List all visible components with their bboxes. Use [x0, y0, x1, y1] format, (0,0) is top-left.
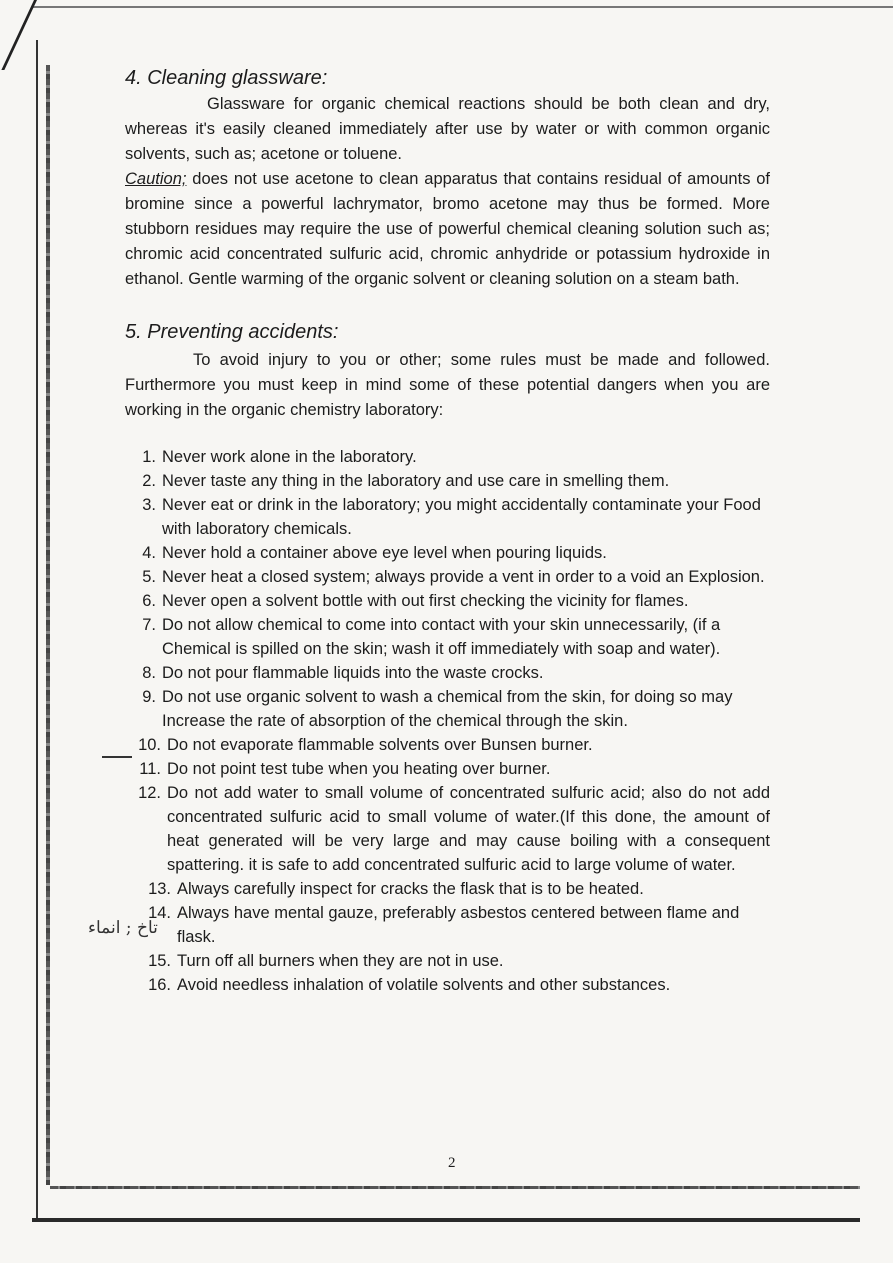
list-item-text: Do not pour flammable liquids into the waste crocks.: [162, 664, 544, 682]
section-4-heading: 4. Cleaning glassware:: [125, 67, 328, 89]
list-item: [135, 781, 770, 877]
list-item: [130, 493, 770, 541]
list-item-text: Always carefully inspect for cracks the flask that is to be heated.: [177, 880, 644, 898]
list-item-number: 4.: [142, 544, 156, 562]
list-item-text: Never work alone in the laboratory.: [162, 448, 417, 466]
list-item-text: Do not point test tube when you heating over burner.: [167, 760, 551, 778]
list-item-text: Never hold a container above eye level when pouring liquids.: [162, 544, 607, 562]
list-item: [130, 685, 770, 733]
list-item-text: Do not add water to small volume of concentrated sulfuric acid; also do not add concentrated sulfuric acid to small volume of water.(If this done, the amount of heat generated will be very large and may cause boiling with a consequent spattering. it is safe to add concentrated sulfuric acid to large volume of water.: [167, 784, 770, 874]
list-item-number: 2.: [142, 472, 156, 490]
list-item: [135, 733, 770, 757]
caution-text: does not use acetone to clean apparatus that contains residual of amounts of bromine since a powerful lachrymator, bromo acetone may thus be formed. More stubborn residues may require the use of powerful chemical cleaning solution such as; chromic acid concentrated sulfuric acid, chromic anhydride or potassium hydroxide in ethanol. Gentle warming of the organic solvent or cleaning solution on a steam bath.: [125, 170, 770, 288]
list-item-number: 11.: [139, 760, 161, 778]
handwritten-margin-note: تاخ ; انماء: [88, 918, 158, 938]
page-left-border: [46, 65, 50, 1185]
list-item-number: 15.: [148, 952, 171, 970]
safety-rules-list: [125, 445, 770, 997]
list-item-number: 7.: [142, 616, 156, 634]
handwritten-margin-dash: [102, 756, 132, 758]
list-item: [130, 613, 770, 661]
list-item-text: Never eat or drink in the laboratory; you might accidentally contaminate your Food with laboratory chemicals.: [162, 496, 761, 538]
list-item-number: 8.: [142, 664, 156, 682]
page-left-edge: [36, 40, 38, 1220]
document-body: [125, 64, 770, 997]
list-item-number: 3.: [142, 496, 156, 514]
list-item-number: 10.: [138, 736, 161, 754]
list-item: [145, 901, 770, 949]
list-item-text: Do not use organic solvent to wash a chemical from the skin, for doing so may Increase the rate of absorption of the chemical through the skin.: [162, 688, 733, 730]
caution-label: Caution;: [125, 170, 187, 188]
list-item: [135, 757, 770, 781]
section-5-heading: 5. Preventing accidents:: [125, 321, 339, 343]
page-bottom-border: [50, 1186, 860, 1189]
page-bottom-edge: [32, 1218, 860, 1222]
list-item-text: Never taste any thing in the laboratory and use care in smelling them.: [162, 472, 670, 490]
page-top-edge: [32, 0, 893, 8]
section-5-intro: To avoid injury to you or other; some rules must be made and followed. Furthermore you must keep in mind some of these potential dangers when you are working in the organic chemistry laboratory:: [125, 351, 770, 419]
list-item: [130, 541, 770, 565]
list-item: [130, 565, 770, 589]
list-item-number: 9.: [142, 688, 156, 706]
list-item: [130, 661, 770, 685]
list-item-number: 6.: [142, 592, 156, 610]
list-item-text: Turn off all burners when they are not in use.: [177, 952, 504, 970]
list-item-number: 12.: [138, 784, 161, 802]
list-item-number: 1.: [142, 448, 156, 466]
list-item-text: Do not allow chemical to come into contact with your skin unnecessarily, (if a Chemical is spilled on the skin; wash it off immediately with soap and water).: [162, 616, 721, 658]
list-item-text: Never heat a closed system; always provide a vent in order to a void an Explosion.: [162, 568, 765, 586]
list-item: [145, 949, 770, 973]
list-item-number: 5.: [142, 568, 156, 586]
list-item-text: Avoid needless inhalation of volatile solvents and other substances.: [177, 976, 671, 994]
list-item-number: 13.: [148, 880, 171, 898]
list-item-text: Always have mental gauze, preferably asbestos centered between flame and flask.: [177, 904, 740, 946]
list-item-text: Never open a solvent bottle with out first checking the vicinity for flames.: [162, 592, 689, 610]
list-item-text: Do not evaporate flammable solvents over Bunsen burner.: [167, 736, 593, 754]
list-item: [145, 973, 770, 997]
list-item: [130, 589, 770, 613]
caution-paragraph: [125, 167, 770, 292]
list-item-number: 14.: [148, 904, 171, 922]
list-item-number: 16.: [148, 976, 171, 994]
page-number: 2: [448, 1155, 456, 1171]
list-item: [130, 469, 770, 493]
section-4-paragraph: Glassware for organic chemical reactions should be both clean and dry, whereas it's easily cleaned immediately after use by water or with common organic solvents, such as; acetone or toluene.: [125, 95, 770, 163]
list-item: [130, 445, 770, 469]
list-item: [145, 877, 770, 901]
